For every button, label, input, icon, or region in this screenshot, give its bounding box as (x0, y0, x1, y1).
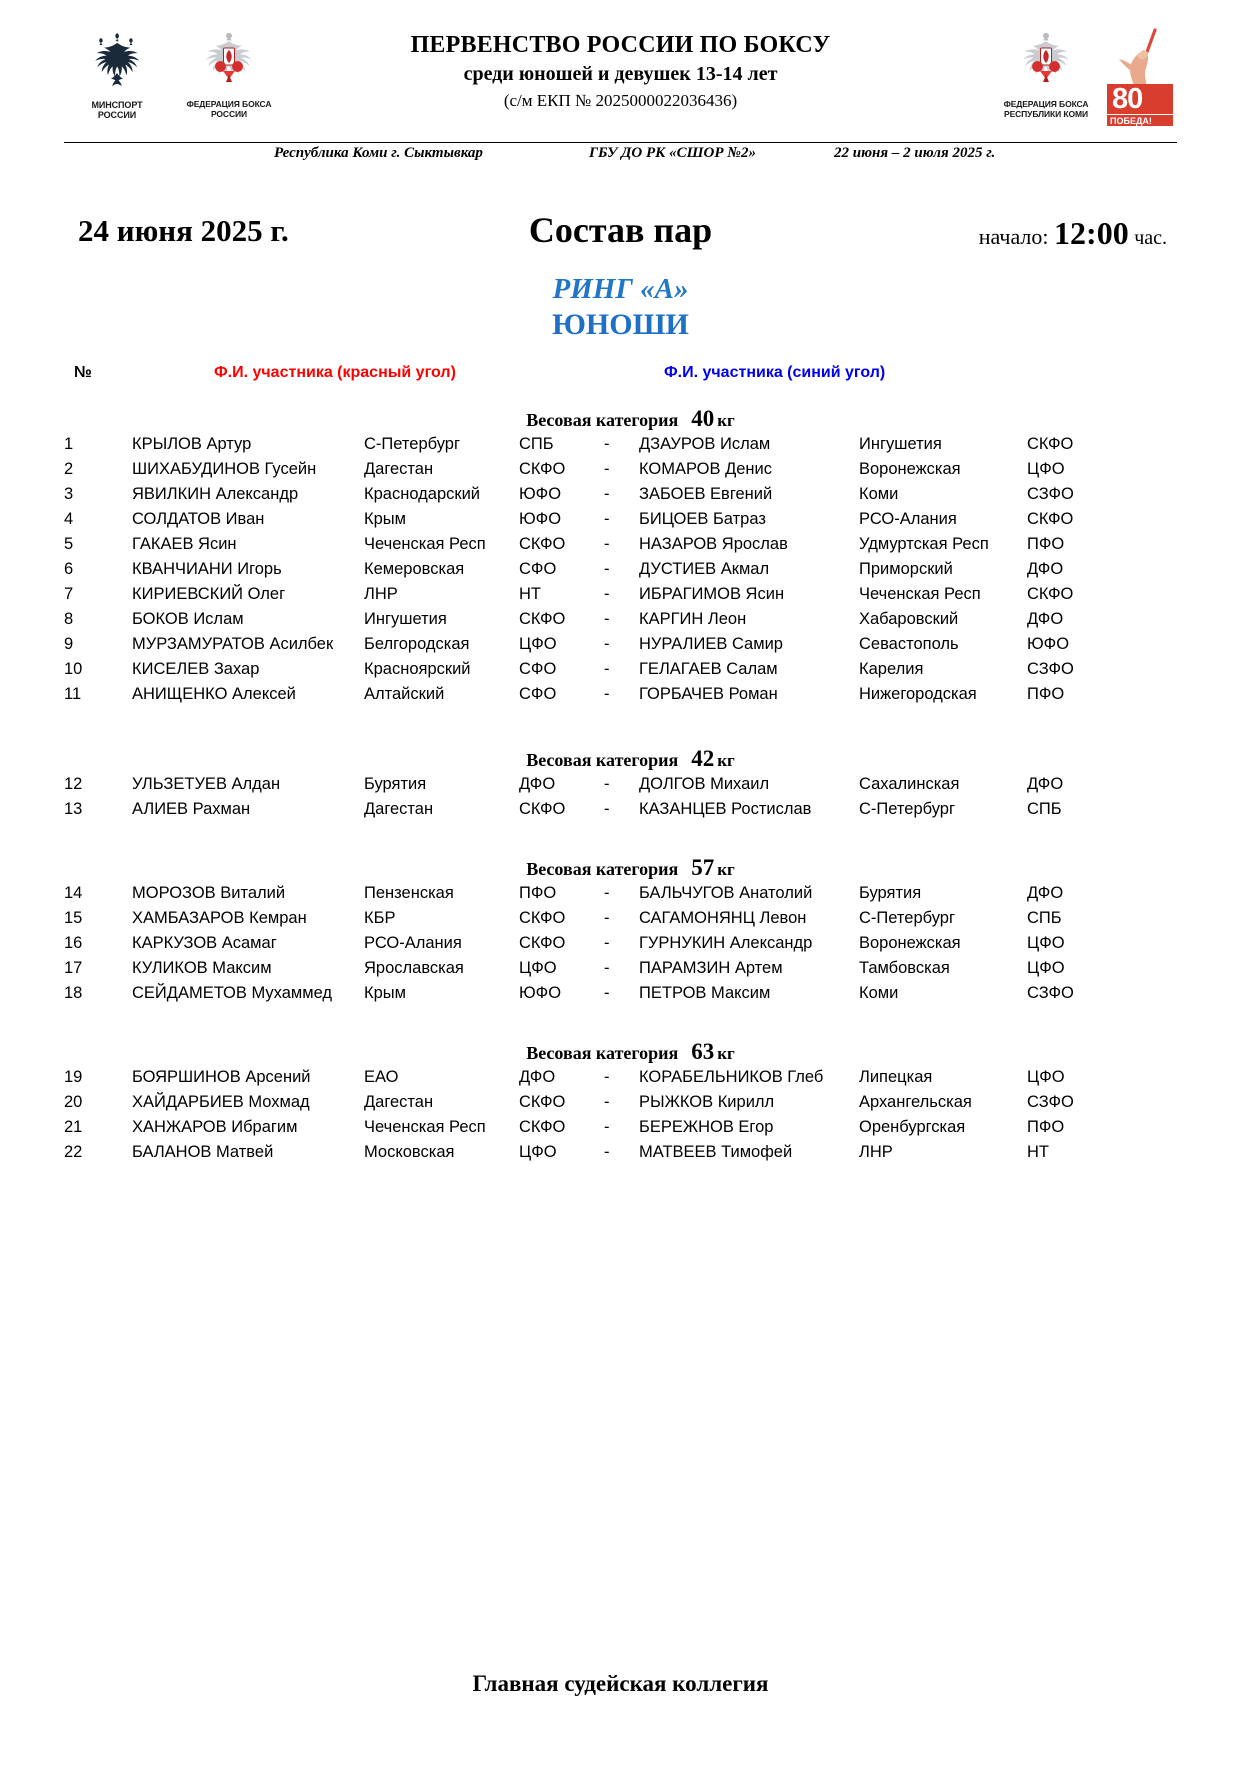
session-date: 24 июня 2025 г. (78, 213, 289, 248)
red-corner-district: СКФО (519, 535, 566, 553)
weight-category-label: Весовая категория (526, 410, 679, 430)
bout-row (64, 510, 1177, 535)
bout-number: 9 (64, 635, 74, 653)
boxing-federation-komi-emblem-icon (1003, 26, 1089, 98)
weight-category-header (64, 1039, 1177, 1065)
bout-list (64, 406, 1177, 1168)
red-corner-name: ШИХАБУДИНОВ Гусейн (132, 460, 317, 478)
blue-corner-name: БЕРЕЖНОВ Егор (639, 1118, 774, 1136)
blue-corner-district: СКФО (1027, 510, 1074, 528)
weight-category-unit: кг (717, 411, 735, 430)
blue-corner-district: ДФО (1027, 560, 1064, 578)
red-corner-region: Алтайский (364, 685, 445, 703)
versus-separator: - (604, 1093, 610, 1111)
red-corner-region: Краснодарский (364, 485, 481, 503)
event-place: Республика Коми г. Сыктывкар (274, 145, 483, 161)
red-corner-name: ЯВИЛКИН Александр (132, 485, 299, 503)
red-corner-region: Красноярский (364, 660, 471, 678)
blue-corner-district: СЗФО (1027, 485, 1074, 503)
blue-corner-region: Тамбовская (859, 959, 950, 977)
blue-corner-district: СКФО (1027, 435, 1074, 453)
versus-separator: - (604, 884, 610, 902)
versus-separator: - (604, 510, 610, 528)
blue-corner-name: ПАРАМЗИН Артем (639, 959, 783, 977)
red-corner-name: АЛИЕВ Рахман (132, 800, 251, 818)
red-corner-name: МОРОЗОВ Виталий (132, 884, 286, 902)
bout-row (64, 635, 1177, 660)
weight-category-header (64, 746, 1177, 772)
logo-victory-80 (1103, 26, 1177, 126)
blue-corner-district: ЮФО (1027, 635, 1070, 653)
weight-category-label: Весовая категория (526, 1043, 679, 1063)
footer-signature: Главная судейская коллегия (472, 1671, 769, 1696)
weight-section (64, 406, 1177, 710)
red-corner-region: Чеченская Респ (364, 535, 486, 553)
red-corner-district: СКФО (519, 610, 566, 628)
bout-row (64, 1118, 1177, 1143)
event-subtitle: среди юношей и девушек 13-14 лет (463, 63, 778, 85)
versus-separator: - (604, 560, 610, 578)
red-corner-name: КРЫЛОВ Артур (132, 435, 252, 453)
blue-corner-region: Чеченская Респ (859, 585, 981, 603)
svg-text:ПОБЕДА!: ПОБЕДА! (1110, 116, 1152, 126)
red-corner-name: ХАНЖАРОВ Ибрагим (132, 1118, 298, 1136)
weight-category-value: 57 (691, 855, 715, 880)
svg-text:80: 80 (1112, 83, 1143, 115)
blue-corner-name: ГЕЛАГАЕВ Салам (639, 660, 778, 678)
bout-number: 14 (64, 884, 83, 902)
versus-separator: - (604, 984, 610, 1002)
blue-corner-region: Липецкая (859, 1068, 933, 1086)
red-corner-name: ГАКАЕВ Ясин (132, 535, 237, 553)
blue-corner-district: НТ (1027, 1143, 1049, 1161)
red-corner-region: КБР (364, 909, 396, 927)
motherland-statue-80-victory-icon (1103, 26, 1177, 126)
document-page (0, 26, 1241, 1781)
red-corner-district: ЮФО (519, 984, 562, 1002)
bout-number: 7 (64, 585, 74, 603)
red-corner-name: УЛЬЗЕТУЕВ Алдан (132, 775, 281, 793)
blue-corner-district: ДФО (1027, 884, 1064, 902)
bout-number: 2 (64, 460, 74, 478)
blue-corner-district: ЦФО (1027, 460, 1065, 478)
red-corner-district: ДФО (519, 775, 556, 793)
blue-corner-region: Ингушетия (859, 435, 942, 453)
red-corner-region: Дагестан (364, 800, 434, 818)
blue-corner-name: ИБРАГИМОВ Ясин (639, 585, 785, 603)
red-corner-district: СКФО (519, 800, 566, 818)
blue-corner-region: С-Петербург (859, 909, 955, 927)
minsport-caption: МИНСПОРТ РОССИИ (91, 100, 143, 121)
blue-corner-region: Приморский (859, 560, 953, 578)
blue-corner-name: КОМАРОВ Денис (639, 460, 773, 478)
red-corner-region: Ярославская (364, 959, 464, 977)
red-corner-name: БОКОВ Ислам (132, 610, 244, 628)
minsport-eagle-icon (74, 26, 160, 98)
column-header-red-corner: Ф.И. участника (красный угол) (214, 364, 456, 381)
blue-corner-name: МАТВЕЕВ Тимофей (639, 1143, 793, 1161)
bout-number: 21 (64, 1118, 83, 1136)
blue-corner-name: КОРАБЕЛЬНИКОВ Глеб (639, 1068, 824, 1086)
blue-corner-name: БИЦОЕВ Батраз (639, 510, 766, 528)
blue-corner-district: ПФО (1027, 1118, 1065, 1136)
event-title: ПЕРВЕНСТВО РОССИИ ПО БОКСУ (410, 32, 831, 58)
ring-label: РИНГ «А» (552, 273, 689, 305)
federation-russia-caption: ФЕДЕРАЦИЯ БОКСА РОССИИ (186, 99, 272, 119)
versus-separator: - (604, 800, 610, 818)
bout-row (64, 984, 1177, 1009)
red-corner-district: СФО (519, 560, 557, 578)
bout-row (64, 685, 1177, 710)
doc-title-row (64, 210, 1177, 279)
blue-corner-name: ДОЛГОВ Михаил (639, 775, 770, 793)
bout-number: 3 (64, 485, 74, 503)
versus-separator: - (604, 435, 610, 453)
versus-separator: - (604, 775, 610, 793)
red-corner-region: ЕАО (364, 1068, 399, 1086)
red-corner-district: СПБ (519, 435, 554, 453)
red-corner-district: СКФО (519, 1093, 566, 1111)
versus-separator: - (604, 934, 610, 952)
red-corner-district: СФО (519, 685, 557, 703)
bout-row (64, 1093, 1177, 1118)
blue-corner-region: Воронежская (859, 460, 961, 478)
red-corner-region: Дагестан (364, 460, 434, 478)
bout-number: 19 (64, 1068, 83, 1086)
masthead (64, 26, 1177, 138)
event-venue: ГБУ ДО РК «СШОР №2» (589, 145, 756, 161)
bout-number: 11 (64, 685, 82, 703)
red-corner-name: СЕЙДАМЕТОВ Мухаммед (132, 984, 333, 1002)
blue-corner-district: ЦФО (1027, 959, 1065, 977)
bout-row (64, 585, 1177, 610)
logo-federation-komi (1003, 26, 1089, 119)
blue-corner-region: Воронежская (859, 934, 961, 952)
weight-section (64, 746, 1177, 825)
blue-corner-district: ДФО (1027, 775, 1064, 793)
blue-corner-name: БАЛЬЧУГОВ Анатолий (639, 884, 813, 902)
red-corner-region: Дагестан (364, 1093, 434, 1111)
versus-separator: - (604, 959, 610, 977)
header-meta (64, 145, 1177, 167)
versus-separator: - (604, 460, 610, 478)
red-corner-name: БОЯРШИНОВ Арсений (132, 1068, 311, 1086)
column-header-blue-corner: Ф.И. участника (синий угол) (664, 364, 886, 381)
red-corner-region: С-Петербург (364, 435, 460, 453)
red-corner-district: ЦФО (519, 959, 557, 977)
versus-separator: - (604, 1143, 610, 1161)
red-corner-name: АНИЩЕНКО Алексей (132, 685, 296, 703)
red-corner-district: ДФО (519, 1068, 556, 1086)
blue-corner-district: СПБ (1027, 909, 1062, 927)
bout-number: 1 (64, 435, 74, 453)
weight-category-value: 63 (691, 1039, 715, 1064)
red-corner-name: СОЛДАТОВ Иван (132, 510, 265, 528)
weight-category-value: 42 (691, 746, 715, 771)
red-corner-region: Кемеровская (364, 560, 465, 578)
red-corner-region: Пензенская (364, 884, 454, 902)
blue-corner-region: РСО-Алания (859, 510, 957, 528)
blue-corner-region: Нижегородская (859, 685, 977, 703)
blue-corner-district: ЦФО (1027, 1068, 1065, 1086)
bout-row (64, 934, 1177, 959)
versus-separator: - (604, 635, 610, 653)
red-corner-name: МУРЗАМУРАТОВ Асилбек (132, 635, 334, 653)
bout-row (64, 435, 1177, 460)
bout-number: 10 (64, 660, 83, 678)
red-corner-name: ХАМБАЗАРОВ Кемран (132, 909, 307, 927)
versus-separator: - (604, 535, 610, 553)
red-corner-name: КИСЕЛЕВ Захар (132, 660, 260, 678)
red-corner-district: СКФО (519, 934, 566, 952)
blue-corner-district: СЗФО (1027, 660, 1074, 678)
event-dates: 22 июня – 2 июля 2025 г. (834, 145, 996, 161)
blue-corner-name: КАРГИН Леон (639, 610, 747, 628)
versus-separator: - (604, 485, 610, 503)
weight-category-unit: кг (717, 751, 735, 770)
start-time: 12:00 (1054, 215, 1129, 251)
header-divider (64, 142, 1177, 143)
red-corner-region: Ингушетия (364, 610, 447, 628)
bout-number: 4 (64, 510, 74, 528)
red-corner-region: Чеченская Респ (364, 1118, 486, 1136)
boxing-federation-russia-emblem-icon (186, 26, 272, 98)
blue-corner-district: ДФО (1027, 610, 1064, 628)
weight-category-header (64, 855, 1177, 881)
blue-corner-region: Карелия (859, 660, 924, 678)
weight-category-unit: кг (717, 860, 735, 879)
red-corner-region: Крым (364, 510, 406, 528)
column-header-number: № (74, 364, 92, 381)
blue-corner-region: Хабаровский (859, 610, 959, 628)
blue-corner-region: Бурятия (859, 884, 922, 902)
red-corner-district: ЮФО (519, 510, 562, 528)
event-ekp-number: (с/м ЕКП № 2025000022036436) (503, 91, 738, 110)
bout-row (64, 1143, 1177, 1168)
weight-category-label: Весовая категория (526, 859, 679, 879)
bout-number: 20 (64, 1093, 83, 1111)
blue-corner-region: Коми (859, 485, 899, 503)
bout-row (64, 959, 1177, 984)
blue-corner-region: ЛНР (859, 1143, 893, 1161)
gender-category-label: ЮНОШИ (552, 308, 689, 341)
versus-separator: - (604, 909, 610, 927)
blue-corner-district: ЦФО (1027, 934, 1065, 952)
bout-row (64, 909, 1177, 934)
column-headers (64, 364, 1177, 394)
bout-row (64, 610, 1177, 635)
weight-category-header (64, 406, 1177, 432)
versus-separator: - (604, 585, 610, 603)
weight-category-value: 40 (691, 406, 715, 431)
blue-corner-name: НАЗАРОВ Ярослав (639, 535, 788, 553)
versus-separator: - (604, 1068, 610, 1086)
red-corner-district: СФО (519, 660, 557, 678)
bout-row (64, 560, 1177, 585)
red-corner-name: БАЛАНОВ Матвей (132, 1143, 274, 1161)
red-corner-district: ЮФО (519, 485, 562, 503)
red-corner-name: ХАЙДАРБИЕВ Мохмад (132, 1093, 310, 1111)
bout-number: 22 (64, 1143, 83, 1161)
blue-corner-name: ГОРБАЧЕВ Роман (639, 685, 778, 703)
red-corner-district: ЦФО (519, 635, 557, 653)
blue-corner-district: ПФО (1027, 685, 1065, 703)
blue-corner-district: СПБ (1027, 800, 1062, 818)
bout-number: 6 (64, 560, 74, 578)
bout-number: 15 (64, 909, 83, 927)
blue-corner-district: СЗФО (1027, 1093, 1074, 1111)
red-corner-region: Крым (364, 984, 406, 1002)
bout-number: 17 (64, 959, 83, 977)
red-corner-region: Бурятия (364, 775, 427, 793)
red-corner-district: СКФО (519, 909, 566, 927)
blue-corner-district: СКФО (1027, 585, 1074, 603)
red-corner-name: КВАНЧИАНИ Игорь (132, 560, 282, 578)
start-time-block (979, 215, 1167, 252)
bout-number: 16 (64, 934, 83, 952)
bout-row (64, 1068, 1177, 1093)
blue-corner-name: ПЕТРОВ Максим (639, 984, 771, 1002)
logo-minsport (74, 26, 160, 120)
versus-separator: - (604, 660, 610, 678)
blue-corner-region: С-Петербург (859, 800, 955, 818)
left-logos (74, 26, 272, 120)
versus-separator: - (604, 610, 610, 628)
red-corner-name: КУЛИКОВ Максим (132, 959, 272, 977)
federation-komi-caption: ФЕДЕРАЦИЯ БОКСА РЕСПУБЛИКИ КОМИ (1003, 99, 1089, 119)
blue-corner-region: Оренбургская (859, 1118, 966, 1136)
bout-number: 13 (64, 800, 83, 818)
logo-federation-russia (186, 26, 272, 119)
red-corner-district: ЦФО (519, 1143, 557, 1161)
page-title: Состав пар (528, 210, 713, 250)
bout-row (64, 800, 1177, 825)
blue-corner-region: Сахалинская (859, 775, 960, 793)
red-corner-region: ЛНР (364, 585, 398, 603)
bout-number: 12 (64, 775, 83, 793)
red-corner-name: КИРИЕВСКИЙ Олег (132, 585, 286, 603)
red-corner-region: РСО-Алания (364, 934, 462, 952)
weight-section (64, 855, 1177, 1009)
bout-row (64, 660, 1177, 685)
weight-category-label: Весовая категория (526, 750, 679, 770)
blue-corner-name: ГУРНУКИН Александр (639, 934, 813, 952)
right-logos (1003, 26, 1177, 126)
blue-corner-district: СЗФО (1027, 984, 1074, 1002)
blue-corner-region: Севастополь (859, 635, 959, 653)
weight-section (64, 1039, 1177, 1168)
bout-row (64, 884, 1177, 909)
versus-separator: - (604, 685, 610, 703)
start-label: начало: (978, 224, 1049, 249)
start-unit: час. (1134, 227, 1167, 249)
blue-corner-region: Архангельская (859, 1093, 972, 1111)
blue-corner-district: ПФО (1027, 535, 1065, 553)
weight-category-unit: кг (717, 1044, 735, 1063)
blue-corner-region: Удмуртская Респ (859, 535, 989, 553)
blue-corner-name: ДЗАУРОВ Ислам (639, 435, 771, 453)
bout-number: 8 (64, 610, 74, 628)
blue-corner-name: НУРАЛИЕВ Самир (639, 635, 783, 653)
red-corner-district: НТ (519, 585, 541, 603)
bout-number: 5 (64, 535, 74, 553)
blue-corner-region: Коми (859, 984, 899, 1002)
blue-corner-name: ЗАБОЕВ Евгений (639, 485, 773, 503)
red-corner-region: Московская (364, 1143, 455, 1161)
blue-corner-name: КАЗАНЦЕВ Ростислав (639, 800, 812, 818)
red-corner-region: Белгородская (364, 635, 470, 653)
blue-corner-name: РЫЖКОВ Кирилл (639, 1093, 775, 1111)
red-corner-name: КАРКУЗОВ Асамаг (132, 934, 277, 952)
bout-row (64, 775, 1177, 800)
red-corner-district: СКФО (519, 1118, 566, 1136)
red-corner-district: ПФО (519, 884, 557, 902)
blue-corner-name: ДУСТИЕВ Акмал (639, 560, 770, 578)
bout-row (64, 485, 1177, 510)
bout-row (64, 460, 1177, 485)
red-corner-district: СКФО (519, 460, 566, 478)
blue-corner-name: САГАМОНЯНЦ Левон (639, 909, 807, 927)
versus-separator: - (604, 1118, 610, 1136)
bout-number: 18 (64, 984, 83, 1002)
bout-row (64, 535, 1177, 560)
